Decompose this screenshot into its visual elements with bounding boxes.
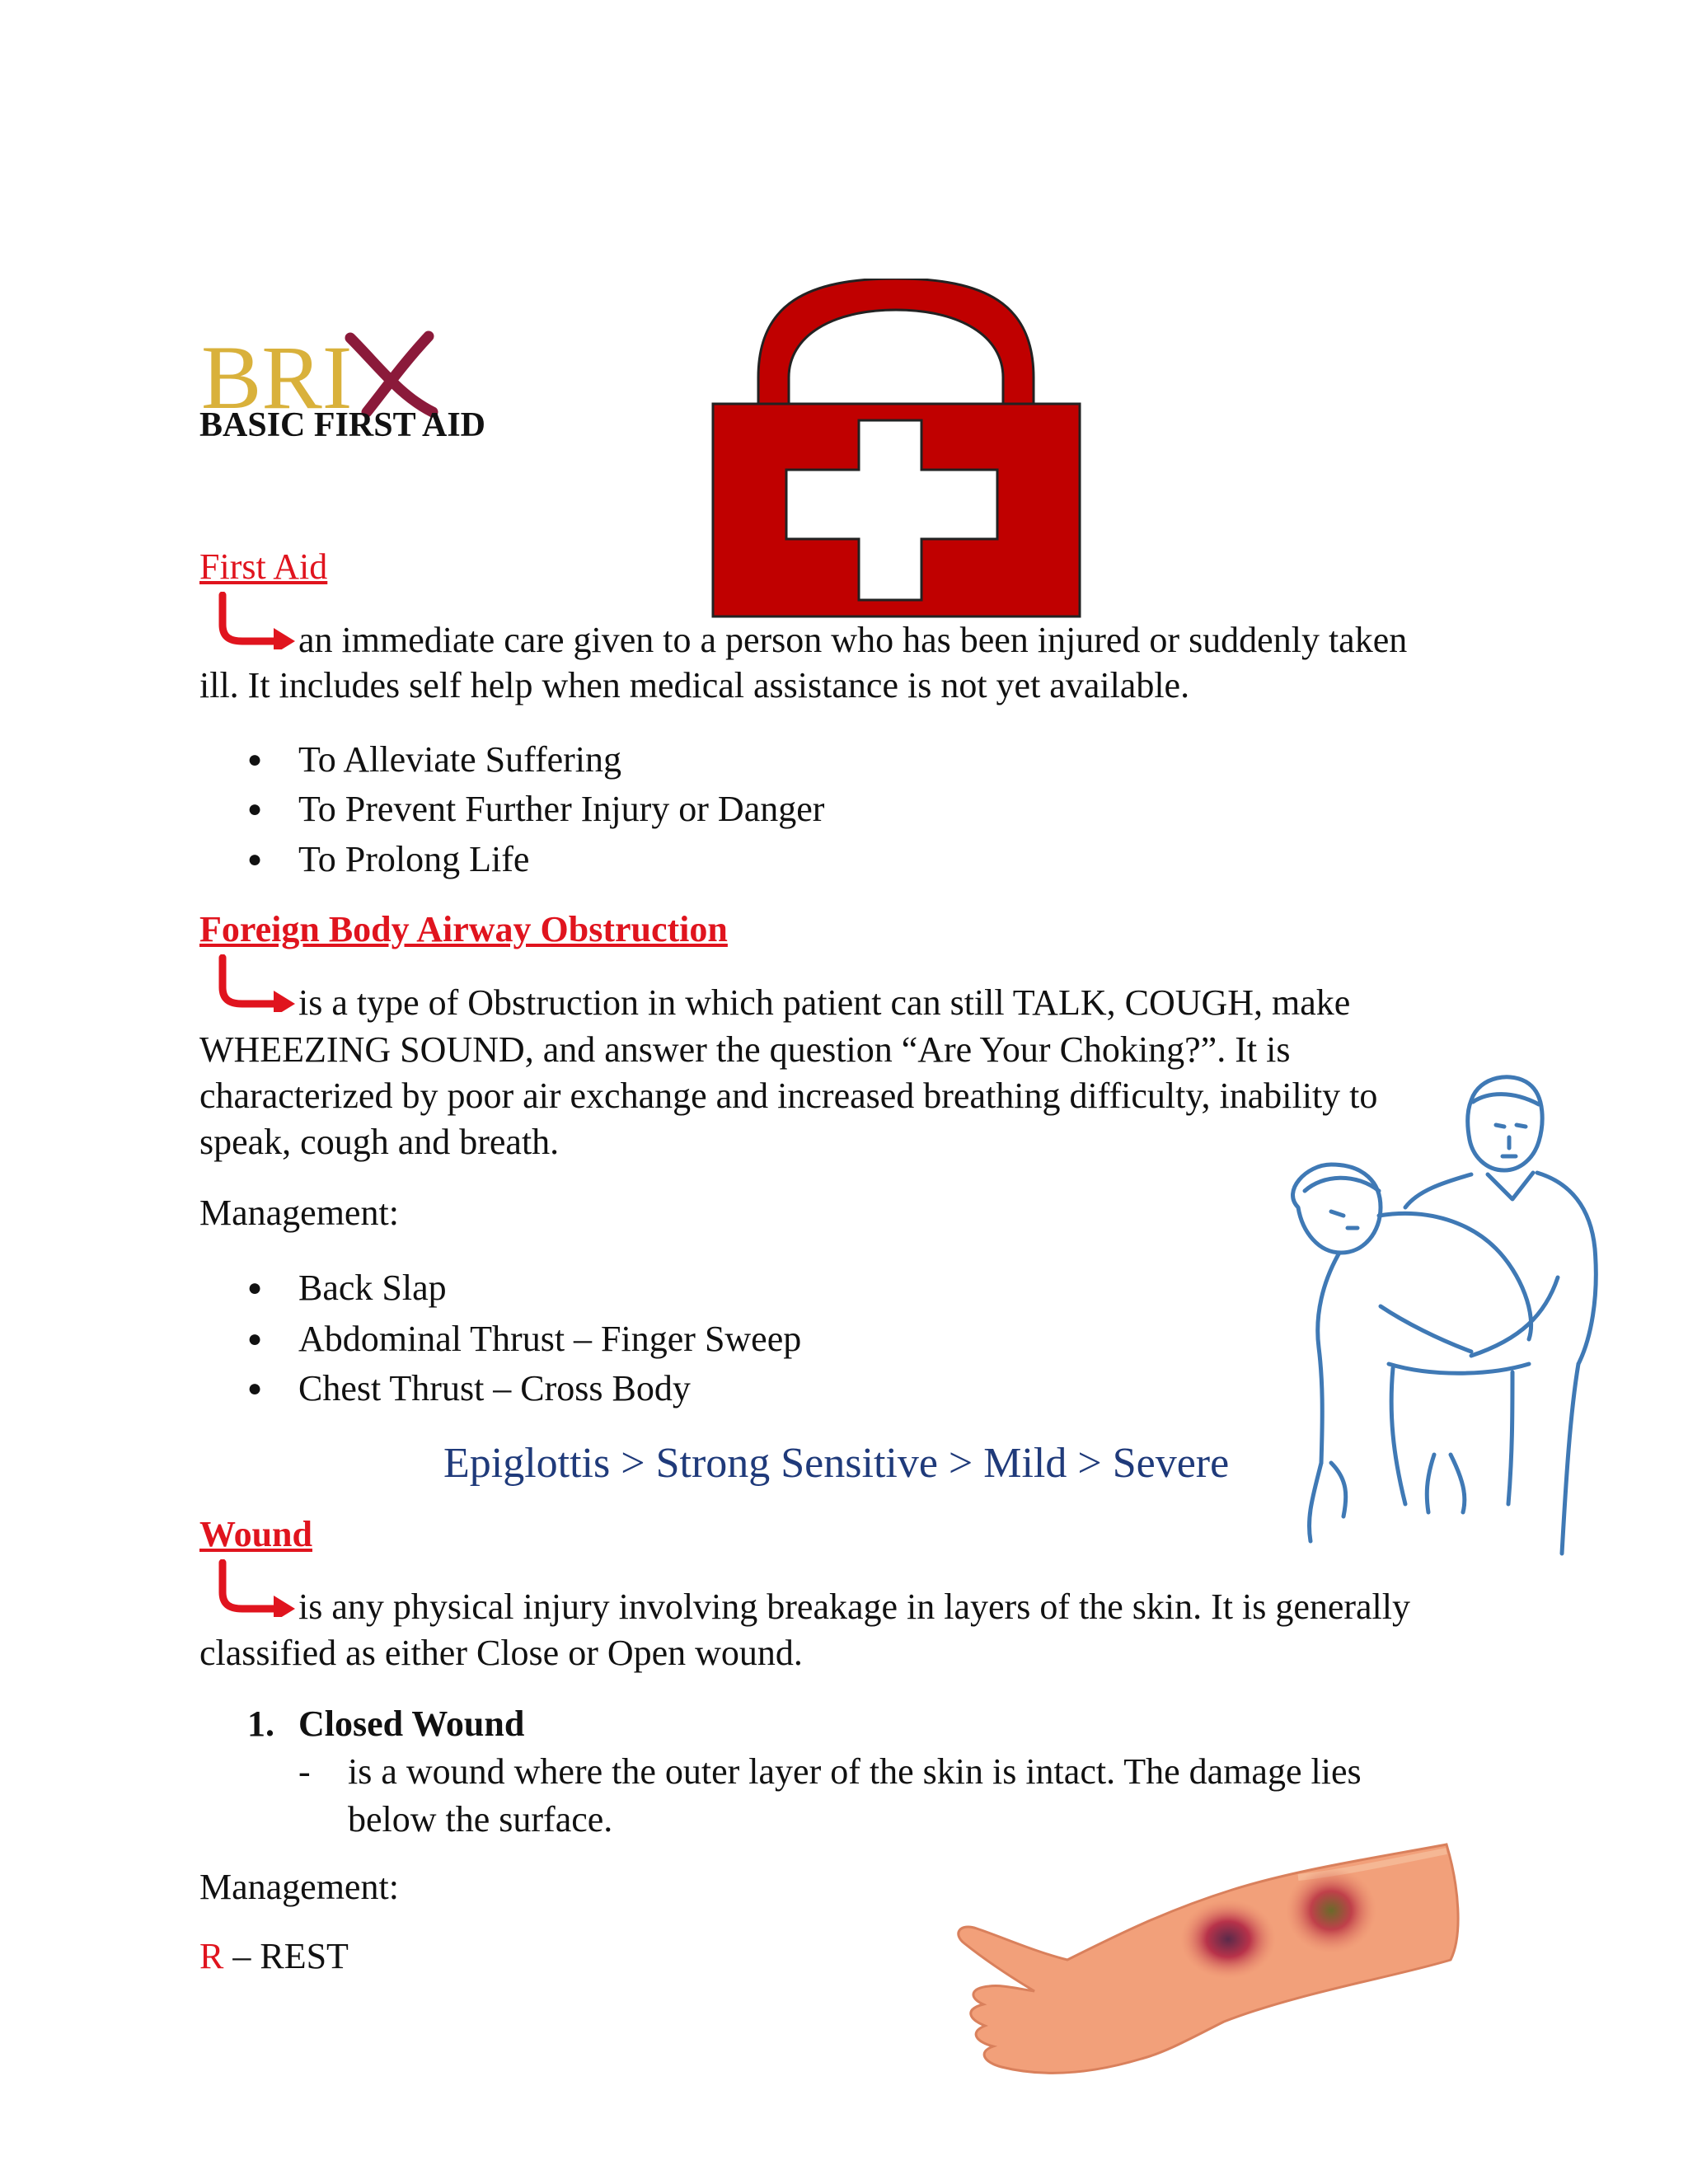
wound-description-line2: classified as either Close or Open wound. [199, 1633, 803, 1673]
curved-arrow-icon [216, 954, 298, 1012]
bullet-icon: ● [247, 1375, 263, 1402]
flow-step: Epiglottis [443, 1440, 611, 1487]
wound-heading: Wound [199, 1514, 312, 1554]
closed-wound-description-line2: below the surface. [348, 1799, 613, 1840]
flow-separator: > [621, 1440, 645, 1487]
fbao-description-line4: speak, cough and breath. [199, 1122, 560, 1162]
closed-wound-title: Closed Wound [298, 1704, 525, 1744]
bullet-icon: ● [247, 795, 263, 823]
severity-flow [443, 1437, 1229, 1490]
first-aid-description-line2: ill. It includes self help when medical assistance is not yet available. [199, 665, 1190, 705]
closed-wound-description-line1: is a wound where the outer layer of the skin is intact. The damage lies [348, 1751, 1362, 1792]
first-aid-heading: First Aid [199, 546, 328, 587]
flow-step: Severe [1112, 1440, 1230, 1487]
bullet-icon: ● [247, 1274, 263, 1301]
bullet-icon: ● [247, 846, 263, 873]
fbao-management-label: Management: [199, 1193, 399, 1233]
fbao-description-line1: is a type of Obstruction in which patient can still TALK, COUGH, make [298, 982, 1351, 1023]
wound-description-line1: is any physical injury involving breakage in layers of the skin. It is generally [298, 1586, 1411, 1627]
closed-wound-number: 1. [247, 1704, 274, 1744]
bruised-arm-illustration [952, 1836, 1463, 2083]
flow-separator: > [1077, 1440, 1102, 1487]
bullet-icon: ● [247, 1325, 263, 1352]
first-aid-description-line1: an immediate care given to a person who has been injured or suddenly taken [298, 620, 1408, 660]
closed-wound-dash: - [298, 1751, 311, 1792]
heimlich-illustration [1265, 1067, 1611, 1578]
fbao-description-line2: WHEEZING SOUND, and answer the question “Are Your Choking?”. It is [199, 1029, 1291, 1070]
rest-text: – REST [223, 1936, 349, 1976]
logo-text: BRI [201, 330, 353, 420]
wound-management-label: Management: [199, 1867, 399, 1907]
flow-step: Mild [983, 1440, 1067, 1487]
page-title: BASIC FIRST AID [199, 406, 486, 444]
flow-separator: > [948, 1440, 973, 1487]
fbao-description-line3: characterized by poor air exchange and increased breathing difficulty, inability to [199, 1076, 1378, 1116]
first-aid-kit-icon [709, 279, 1084, 621]
fbao-heading: Foreign Body Airway Obstruction [199, 909, 728, 949]
curved-arrow-icon [216, 592, 298, 649]
rest-letter: R [199, 1936, 224, 1976]
flow-step: Strong Sensitive [655, 1440, 938, 1487]
curved-arrow-icon [216, 1559, 298, 1617]
rest-item [199, 1933, 349, 1980]
bullet-icon: ● [247, 746, 263, 773]
